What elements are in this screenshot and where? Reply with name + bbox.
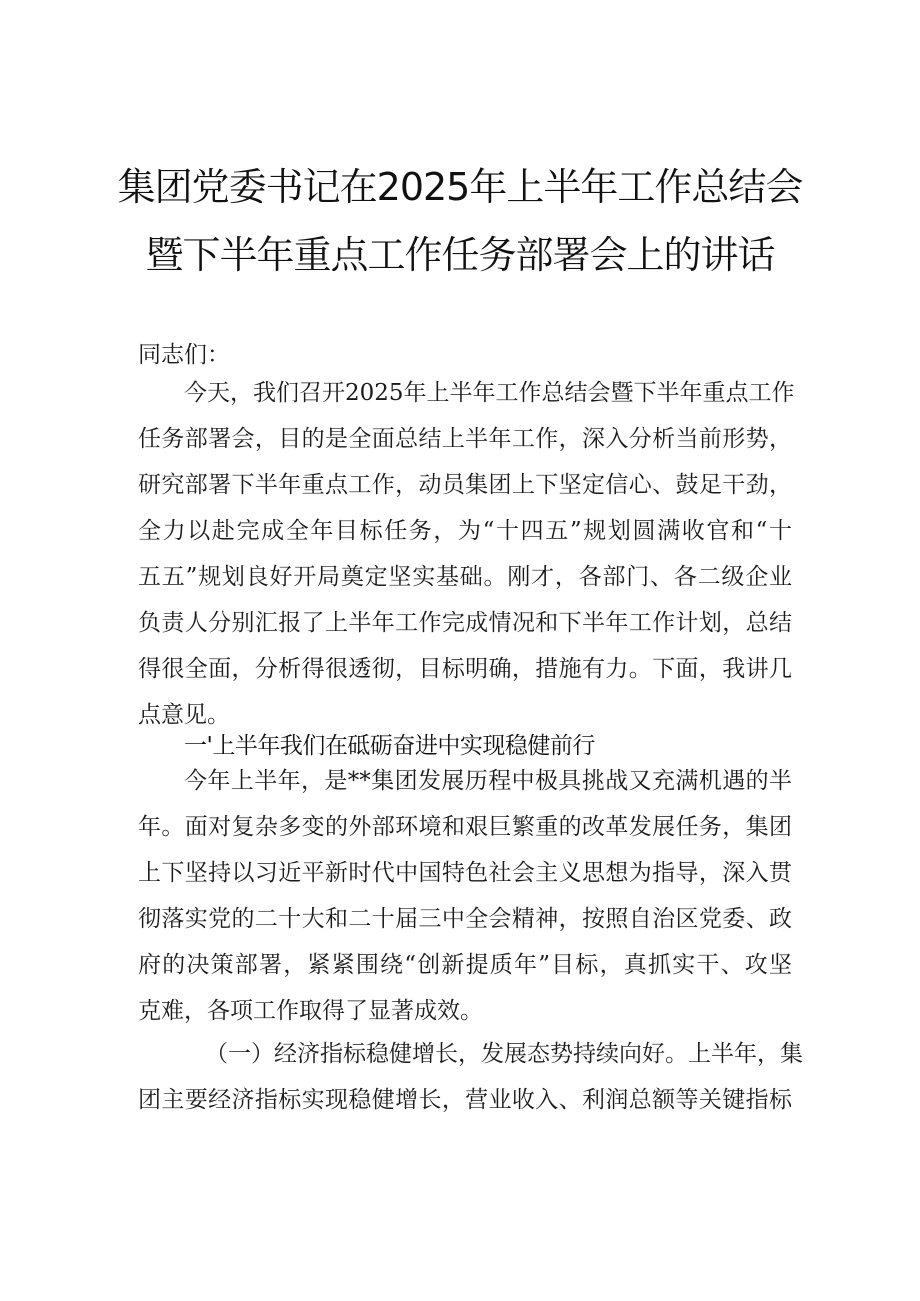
intro-line: 研究部署下半年重点工作，动员集团上下坚定信心、鼓足干劲， [138,472,792,498]
intro-line: 负责人分别汇报了上半年工作完成情况和下半年工作计划，总结 [138,610,792,636]
section-heading: 一'上半年我们在砥砺奋进中实现稳健前行 [184,733,595,759]
document-title-line-1: 集团党委书记在2025年上半年工作总结会 [117,165,803,209]
intro-line: 任务部署会，目的是全面总结上半年工作，深入分析当前形势， [138,426,792,452]
subsection-line: （一）经济指标稳健增长，发展态势持续向好。上半年，集 [205,1041,803,1067]
intro-line: 今天，我们召开2025年上半年工作总结会暨下半年重点工作 [184,380,795,406]
intro-line: 五五”规划良好开局奠定坚实基础。刚才，各部门、各二级企业 [138,564,792,590]
intro-line: 得很全面，分析得很透彻，目标明确，措施有力。下面，我讲几 [138,656,792,682]
section-line: 府的决策部署，紧紧围绕“创新提质年”目标，真抓实干、攻坚 [138,952,792,978]
intro-line: 点意见。 [138,702,230,728]
section-line: 彻落实党的二十大和二十届三中全会精神，按照自治区党委、政 [138,906,792,932]
document-title-line-2: 暨下半年重点工作任务部署会上的讲话 [145,233,775,277]
greeting: 同志们： [138,342,230,368]
subsection-line: 团主要经济指标实现稳健增长，营业收入、利润总额等关键指标 [138,1087,792,1113]
section-line: 克难，各项工作取得了显著成效。 [138,998,483,1024]
section-line: 上下坚持以习近平新时代中国特色社会主义思想为指导，深入贯 [138,860,792,886]
section-line: 年。面对复杂多变的外部环境和艰巨繁重的改革发展任务，集团 [138,814,792,840]
intro-line: 全力以赴完成全年目标任务，为“十四五”规划圆满收官和“十 [138,518,792,544]
section-line: 今年上半年，是**集团发展历程中极具挑战又充满机遇的半 [184,768,792,794]
